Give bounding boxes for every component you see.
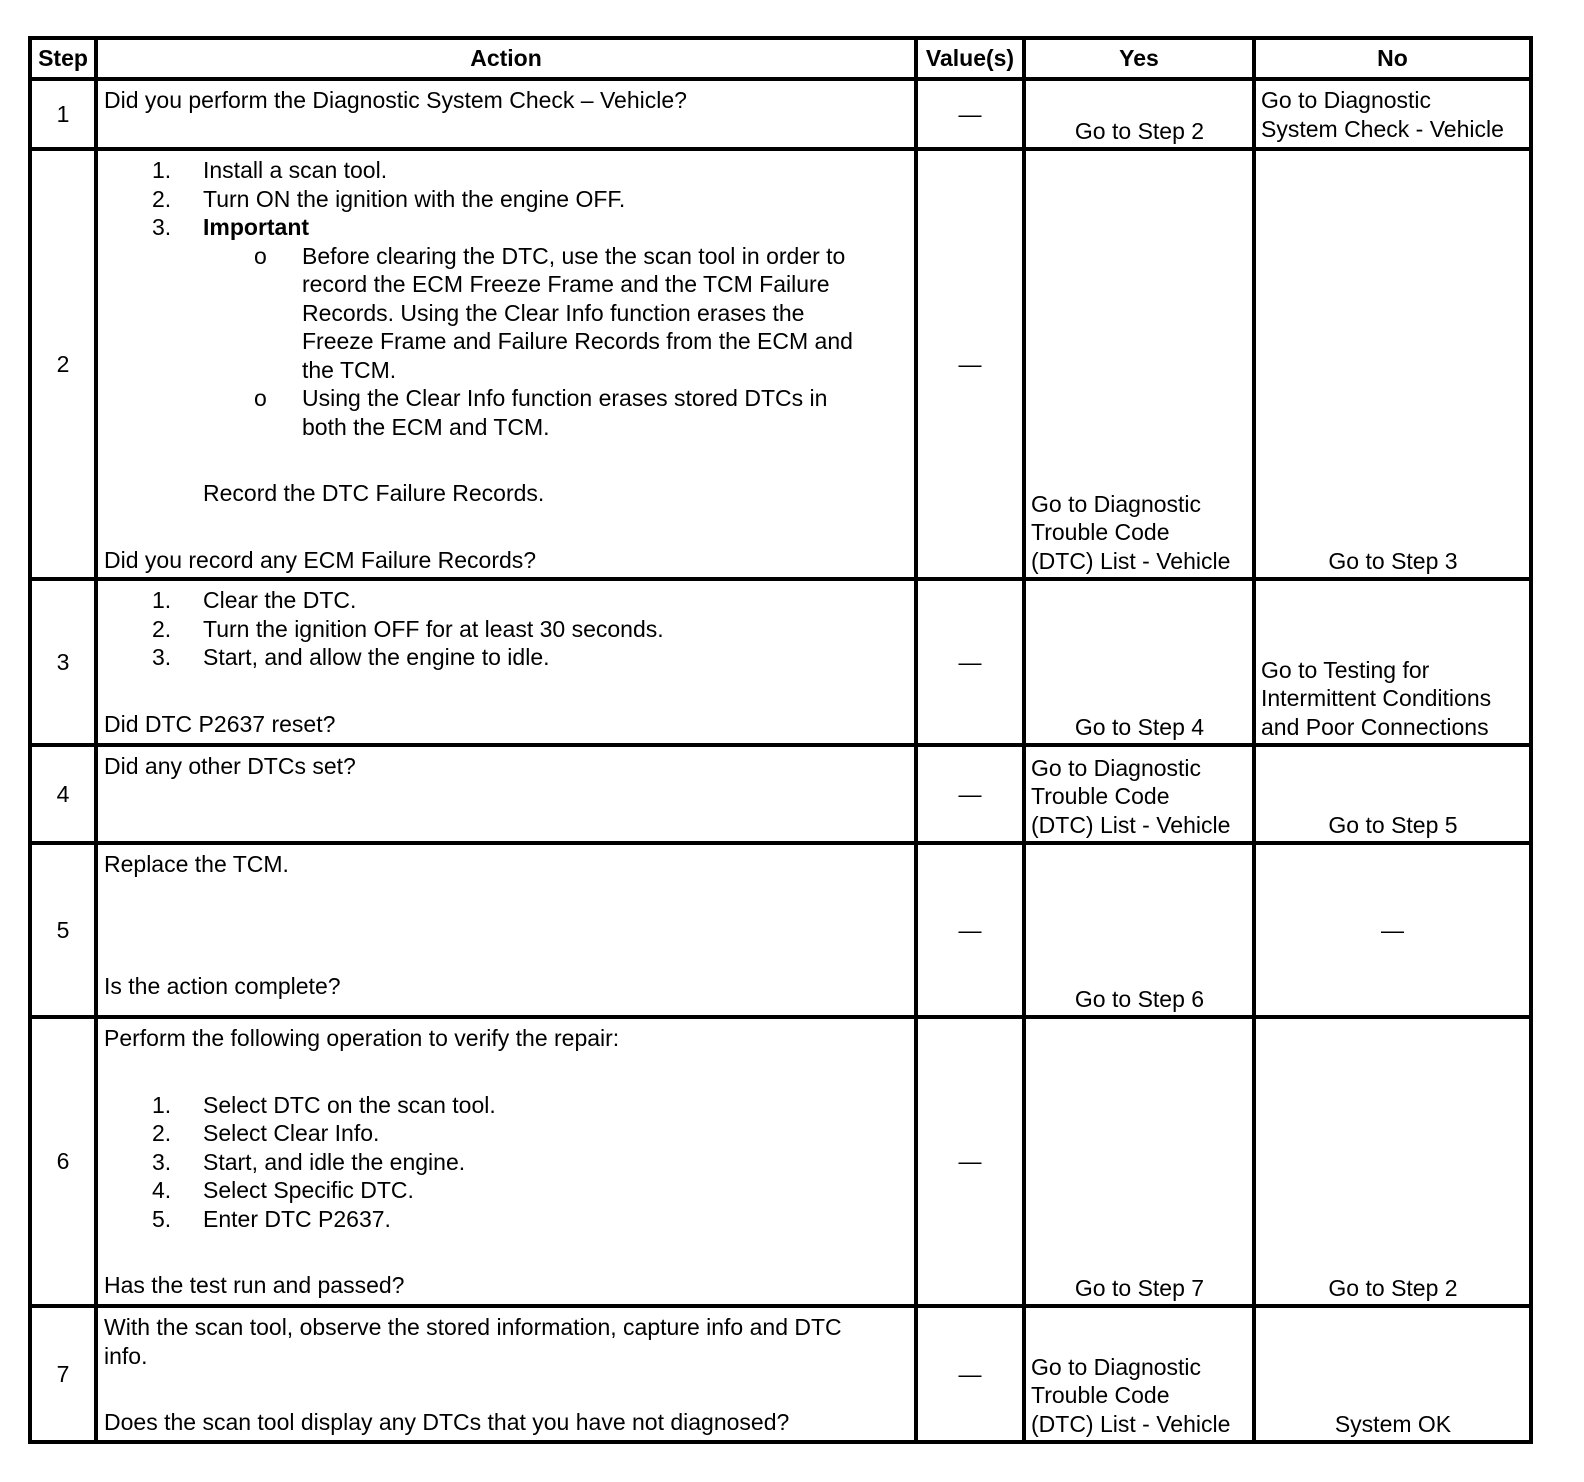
list-number: 4.: [152, 1177, 172, 1203]
action-question: Did you perform the Diagnostic System Check – Vehicle?: [104, 87, 687, 113]
bullet-line: record the ECM Freeze Frame and the TCM Failure: [302, 271, 830, 297]
value-cell: —: [916, 1306, 1024, 1442]
list-text: Enter DTC P2637.: [203, 1205, 391, 1232]
action-cell: [96, 149, 916, 579]
yes-link-line: Trouble Code: [1031, 1382, 1170, 1408]
list-number: 1.: [152, 587, 172, 613]
action-question: Did any other DTCs set?: [104, 753, 356, 779]
list-item: [104, 615, 908, 644]
yes-link-line: Trouble Code: [1031, 519, 1170, 545]
yes-link-label: Go to Step 6: [1074, 985, 1205, 1012]
list-number: 2.: [152, 185, 172, 212]
list-number: 1.: [152, 157, 172, 183]
table-row-step-2: [30, 149, 1531, 579]
action-question: Did DTC P2637 reset?: [104, 710, 336, 737]
step-number: 5: [30, 843, 96, 1017]
bullet-line: the TCM.: [302, 356, 397, 383]
value-cell: —: [916, 579, 1024, 745]
important-label: Important: [203, 214, 310, 240]
yes-link-line: Go to Diagnostic: [1031, 490, 1202, 517]
list-item: [104, 643, 908, 672]
list-number: 1.: [152, 1091, 172, 1118]
spacer: [104, 879, 908, 972]
no-link-label: Go to Step 3: [1328, 547, 1458, 574]
yes-link-line: Go to Diagnostic: [1031, 754, 1202, 781]
list-item: [104, 586, 908, 615]
yes-link-label: Go to Step 7: [1074, 1274, 1205, 1301]
value-cell: —: [916, 79, 1024, 149]
bullet-line: both the ECM and TCM.: [302, 413, 550, 440]
procedure-list: [104, 1091, 908, 1234]
yes-link-label: Go to Step 2: [1074, 117, 1205, 144]
no-link-line: and Poor Connections: [1261, 713, 1489, 740]
diagnostic-table-sheet: [28, 36, 1529, 1444]
action-question: Has the test run and passed?: [104, 1272, 405, 1298]
action-cell: [96, 1306, 916, 1442]
list-item: [104, 1205, 908, 1234]
no-cell: —: [1254, 843, 1531, 1017]
yes-link-line: (DTC) List - Vehicle: [1031, 811, 1231, 838]
list-item: [104, 213, 908, 242]
list-item: [104, 1176, 908, 1205]
list-text: Clear the DTC.: [203, 587, 357, 613]
yes-cell: [1024, 843, 1254, 1017]
list-text: Start, and allow the engine to idle.: [203, 644, 550, 670]
list-number: 3.: [152, 644, 172, 670]
action-cell: [96, 79, 916, 149]
action-cell: [96, 579, 916, 745]
yes-link-line: Trouble Code: [1031, 783, 1170, 809]
table-row-step-3: [30, 579, 1531, 745]
action-instruction: Perform the following operation to verify the repair:: [104, 1025, 620, 1051]
yes-cell: [1024, 79, 1254, 149]
no-link-label: Go to Step 5: [1328, 811, 1458, 838]
action-cell: [96, 843, 916, 1017]
yes-cell: [1024, 579, 1254, 745]
action-cell: [96, 1017, 916, 1306]
step-number: 1: [30, 79, 96, 149]
diagnostic-table: [28, 36, 1533, 1444]
list-item: [104, 156, 908, 185]
table-row-step-7: [30, 1306, 1531, 1442]
value-cell: —: [916, 149, 1024, 579]
yes-link-line: (DTC) List - Vehicle: [1031, 1410, 1231, 1437]
list-item: [104, 1119, 908, 1148]
header-action: Action: [96, 38, 916, 79]
important-bullets: [104, 242, 908, 442]
yes-link-line: Go to Diagnostic: [1031, 1353, 1202, 1380]
list-item: [104, 185, 908, 214]
spacer: [104, 1053, 908, 1091]
list-number: 2.: [152, 1120, 172, 1146]
list-text: Start, and idle the engine.: [203, 1148, 466, 1175]
list-text: Install a scan tool.: [203, 157, 388, 183]
no-link-line: Intermittent Conditions: [1261, 685, 1492, 711]
no-link-line: Go to Diagnostic: [1261, 87, 1432, 113]
list-text: Select Specific DTC.: [203, 1177, 414, 1203]
step-number: 3: [30, 579, 96, 745]
step-number: 6: [30, 1017, 96, 1306]
value-cell: —: [916, 843, 1024, 1017]
bullet-item: [104, 384, 908, 441]
no-cell: [1254, 1306, 1531, 1442]
header-no: No: [1254, 38, 1531, 79]
no-link-label: Go to Step 2: [1328, 1274, 1458, 1301]
yes-cell: [1024, 1306, 1254, 1442]
step-number: 7: [30, 1306, 96, 1442]
list-number: 2.: [152, 615, 172, 642]
no-link-label: System OK: [1334, 1410, 1452, 1437]
no-cell: [1254, 579, 1531, 745]
bullet-line: Before clearing the DTC, use the scan tool in order to: [302, 242, 846, 269]
spacer: [104, 441, 908, 479]
table-row-step-1: [30, 79, 1531, 149]
action-cell: [96, 745, 916, 843]
yes-cell: [1024, 149, 1254, 579]
list-number: 3.: [152, 1148, 172, 1175]
value-cell: —: [916, 1017, 1024, 1306]
table-row-step-5: [30, 843, 1531, 1017]
no-link-line: Go to Testing for: [1261, 656, 1430, 683]
step-number: 2: [30, 149, 96, 579]
spacer: [104, 1370, 908, 1408]
list-number: 5.: [152, 1205, 172, 1232]
bullet-item: [104, 242, 908, 385]
no-cell: [1254, 149, 1531, 579]
no-cell: [1254, 745, 1531, 843]
list-text: Turn ON the ignition with the engine OFF.: [203, 185, 626, 212]
bullet-line: Using the Clear Info function erases stored DTCs in: [302, 385, 828, 411]
yes-cell: [1024, 1017, 1254, 1306]
action-instruction: Replace the TCM.: [104, 851, 289, 877]
bullet-marker: o: [254, 242, 267, 269]
value-cell: —: [916, 745, 1024, 843]
spacer: [104, 1233, 908, 1271]
header-step: Step: [30, 38, 96, 79]
yes-cell: [1024, 745, 1254, 843]
list-number: 3.: [152, 214, 172, 240]
action-instruction-line: With the scan tool, observe the stored information, capture info and DTC: [104, 1314, 842, 1340]
list-text: Select Clear Info.: [203, 1120, 380, 1146]
bullet-line: Records. Using the Clear Info function erases the: [302, 299, 805, 326]
header-row: [30, 38, 1531, 79]
list-text: Turn the ignition OFF for at least 30 seconds.: [203, 615, 664, 642]
table-row-step-4: [30, 745, 1531, 843]
bullet-marker: o: [254, 385, 267, 411]
step-number: 4: [30, 745, 96, 843]
spacer: [104, 508, 908, 546]
action-question: Does the scan tool display any DTCs that you have not diagnosed?: [104, 1409, 790, 1435]
action-note: Record the DTC Failure Records.: [203, 480, 545, 506]
procedure-list: [104, 586, 908, 672]
yes-link-line: (DTC) List - Vehicle: [1031, 547, 1231, 574]
bullet-line: Freeze Frame and Failure Records from the ECM and: [302, 328, 853, 354]
header-values: Value(s): [916, 38, 1024, 79]
no-cell: [1254, 79, 1531, 149]
list-text: Select DTC on the scan tool.: [203, 1091, 496, 1118]
action-question: Is the action complete?: [104, 972, 341, 999]
yes-link-label: Go to Step 4: [1074, 713, 1205, 740]
no-cell: [1254, 1017, 1531, 1306]
procedure-list: [104, 156, 908, 242]
action-instruction-line: info.: [104, 1342, 148, 1369]
no-link-line: System Check - Vehicle: [1261, 115, 1504, 142]
spacer: [104, 672, 908, 710]
list-item: [104, 1091, 908, 1120]
table-row-step-6: [30, 1017, 1531, 1306]
action-question: Did you record any ECM Failure Records?: [104, 546, 537, 573]
list-item: [104, 1148, 908, 1177]
header-yes: Yes: [1024, 38, 1254, 79]
